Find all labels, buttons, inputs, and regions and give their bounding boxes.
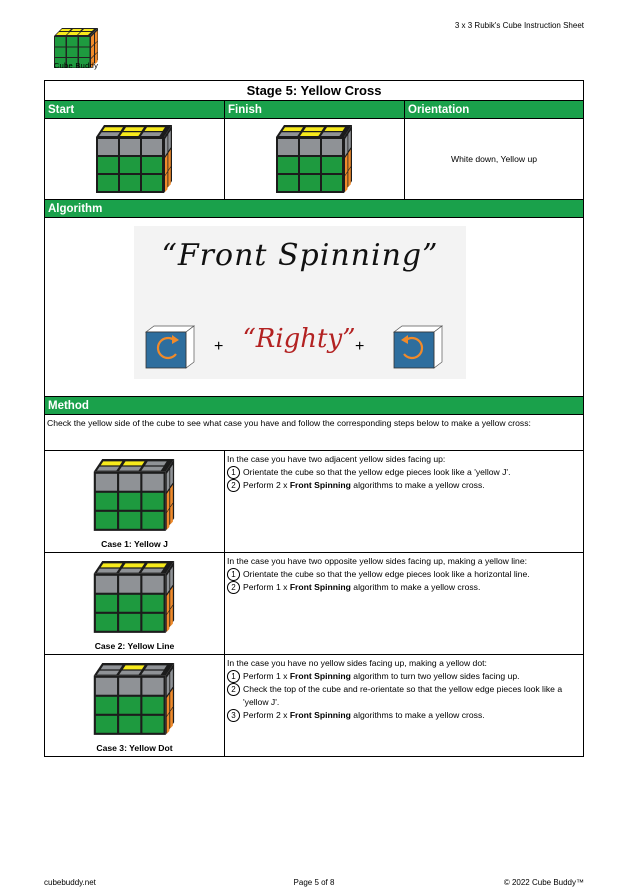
case-1-lead: In the case you have two adjacent yellow sides facing up: [227,454,446,464]
document-title: 3 x 3 Rubik's Cube Instruction Sheet [454,21,584,30]
case-1-image-cell [45,451,225,553]
finish-cube-cell [225,119,405,200]
case-2-lead: In the case you have two opposite yellow sides facing up, making a yellow line: [227,556,527,566]
case-3-steps [225,655,584,757]
finish-cube-image [276,125,354,195]
step-text: Perform 2 x [243,480,290,490]
method-intro: Check the yellow side of the cube to see what case you have and follow the corresponding steps below to make a yellow cross: [45,415,584,451]
plus-sign-1: + [214,338,224,355]
algorithm-ref: Front Spinning [289,710,351,720]
front-face-counterclockwise-icon [392,324,444,370]
algorithm-image [134,226,466,379]
case-3-lead: In the case you have no yellow sides facing up, making a yellow dot: [227,658,487,668]
step-text: Perform 1 x [243,671,290,681]
footer-website: cubebuddy.net [44,878,96,887]
case-3-caption: Case 3: Yellow Dot [96,743,173,753]
algorithm-ref: Front Spinning [289,480,351,490]
step-text: algorithm to make a yellow cross. [350,582,481,592]
case-3-step-1 [227,670,581,683]
algorithm-cell [45,218,584,397]
step-text: Perform 2 x [243,710,290,720]
case-2-steps [225,553,584,655]
stage-title: Stage 5: Yellow Cross [45,81,584,101]
column-header-start: Start [45,101,225,119]
step-number: 2 [227,683,240,696]
front-face-clockwise-icon [144,324,196,370]
start-cube-image [96,125,174,195]
column-header-finish: Finish [225,101,405,119]
step-number: 1 [227,670,240,683]
case-1-caption: Case 1: Yellow J [101,539,168,549]
case-2-step-1 [227,568,581,581]
instruction-table [44,80,584,757]
algorithm-name: “Front Spinning” [161,238,439,273]
step-text: algorithms to make a yellow cross. [350,480,485,490]
step-number: 2 [227,479,240,492]
step-text: algorithm to turn two yellow sides facing up. [350,671,520,681]
logo-text: Cube Buddy [53,61,99,70]
step-number: 3 [227,709,240,722]
algorithm-header: Algorithm [45,200,584,218]
step-number: 2 [227,581,240,594]
case-3-image-cell [45,655,225,757]
case-2-step-2 [227,581,581,594]
footer-page-number: Page 5 of 8 [293,878,335,887]
algorithm-ref: Front Spinning [289,671,351,681]
step-text: Perform 1 x [243,582,290,592]
case-1-step-2 [227,479,581,492]
case-1-steps [225,451,584,553]
case-2-image-cell [45,553,225,655]
case-1-cube-image [93,459,177,533]
case-2-caption: Case 2: Yellow Line [94,641,175,651]
footer-copyright: © 2022 Cube Buddy™ [503,878,584,887]
algorithm-middle-step: “Righty” [242,324,356,354]
column-header-orientation: Orientation [405,101,584,119]
step-text: Orientate the cube so that the yellow edge pieces look like a horizontal line. [243,569,530,579]
start-cube-cell [45,119,225,200]
plus-sign-2: + [355,338,365,355]
step-number: 1 [227,568,240,581]
step-number: 1 [227,466,240,479]
orientation-text: White down, Yellow up [405,119,584,200]
case-3-step-2 [227,683,581,709]
case-2-cube-image [93,561,177,635]
step-text: Check the top of the cube and re-orientate so that the yellow edge pieces look like a 'yellow J'. [243,684,563,707]
method-header: Method [45,397,584,415]
case-1-step-1 [227,466,581,479]
case-3-cube-image [93,663,177,737]
algorithm-ref: Front Spinning [289,582,351,592]
step-text: Orientate the cube so that the yellow edge pieces look like a 'yellow J'. [243,467,511,477]
case-3-step-3 [227,709,581,722]
step-text: algorithms to make a yellow cross. [350,710,485,720]
